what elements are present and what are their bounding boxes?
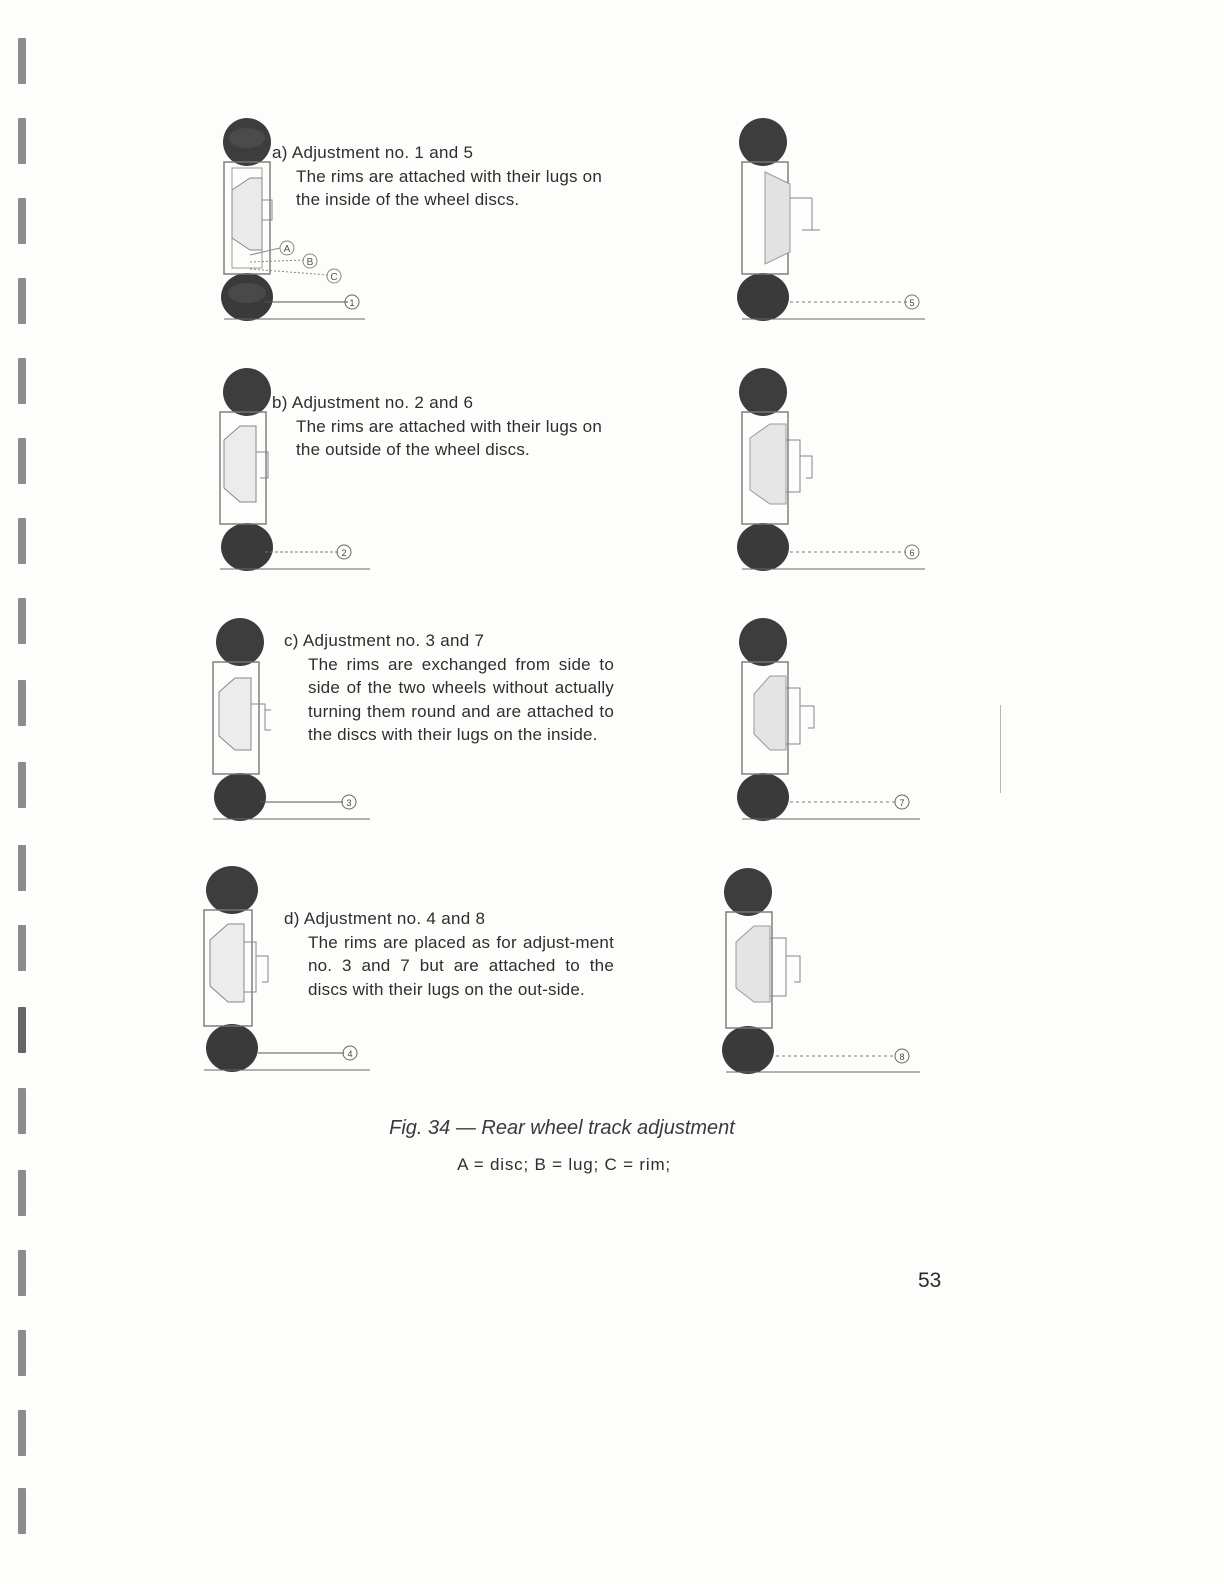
adjustment-panel-c bbox=[205, 610, 965, 840]
binding-hole bbox=[18, 438, 26, 484]
figure-title: Fig. 34 — Rear wheel track adjustment bbox=[389, 1117, 735, 1139]
adjustment-letter: d) bbox=[284, 909, 300, 928]
figure-legend: A = disc; B = lug; C = rim; bbox=[457, 1155, 671, 1174]
adjustment-heading: Adjustment no. 2 and 6 bbox=[291, 393, 474, 412]
adjustment-letter: c) bbox=[284, 631, 299, 650]
adjustment-panel-b bbox=[210, 360, 970, 590]
left-adjustment-number: 4 bbox=[347, 1049, 353, 1059]
right-wheel-illustration bbox=[720, 610, 940, 830]
binding-hole bbox=[18, 278, 26, 324]
right-wheel-illustration bbox=[720, 860, 940, 1080]
adjustment-panel-d bbox=[200, 860, 960, 1090]
part-label-a: A bbox=[283, 244, 291, 255]
adjustment-description: The rims are placed as for adjust-ment no. 3 and 7 but are attached to the discs with their lugs on the out-side. bbox=[308, 932, 614, 999]
binding-hole bbox=[18, 198, 26, 244]
right-adjustment-number: 7 bbox=[899, 798, 905, 808]
margin-line bbox=[1000, 705, 1001, 793]
left-adjustment-number: 1 bbox=[349, 298, 355, 308]
right-wheel-illustration bbox=[720, 110, 940, 330]
binding-hole bbox=[18, 925, 26, 971]
left-adjustment-number: 2 bbox=[341, 548, 347, 558]
right-wheel-illustration bbox=[720, 360, 940, 580]
adjustment-heading: Adjustment no. 1 and 5 bbox=[291, 143, 474, 162]
binding-hole bbox=[18, 680, 26, 726]
adjustment-heading: Adjustment no. 4 and 8 bbox=[303, 909, 486, 928]
binding-hole bbox=[18, 598, 26, 644]
page-number: 53 bbox=[918, 1269, 942, 1292]
binding-hole bbox=[18, 1488, 26, 1534]
part-label-b: B bbox=[306, 257, 314, 268]
binding-hole bbox=[18, 845, 26, 891]
binding-hole bbox=[18, 118, 26, 164]
right-adjustment-number: 6 bbox=[909, 548, 915, 558]
adjustment-description: The rims are exchanged from side to side of the two wheels without actually turning them round and are attached to the discs with their lugs on the inside. bbox=[308, 654, 614, 744]
left-adjustment-number: 3 bbox=[346, 798, 352, 808]
binding-hole bbox=[18, 1330, 26, 1376]
adjustment-panel-a bbox=[210, 110, 970, 340]
binding-hole bbox=[18, 1250, 26, 1296]
right-adjustment-number: 8 bbox=[899, 1052, 905, 1062]
binding-hole bbox=[18, 38, 26, 84]
adjustment-description: The rims are attached with their lugs on the inside of the wheel discs. bbox=[296, 166, 602, 209]
binding-hole bbox=[18, 1410, 26, 1456]
adjustment-heading: Adjustment no. 3 and 7 bbox=[302, 631, 485, 650]
binding-hole bbox=[18, 1170, 26, 1216]
right-adjustment-number: 5 bbox=[909, 298, 915, 308]
part-label-c: C bbox=[330, 272, 338, 283]
binding-hole bbox=[18, 358, 26, 404]
binding-holes bbox=[12, 0, 42, 1584]
adjustment-letter: a) bbox=[272, 143, 288, 162]
binding-hole bbox=[18, 762, 26, 808]
adjustment-description: The rims are attached with their lugs on the outside of the wheel discs. bbox=[296, 416, 602, 459]
adjustment-letter: b) bbox=[272, 393, 288, 412]
binding-hole bbox=[18, 1007, 26, 1053]
binding-hole bbox=[18, 518, 26, 564]
